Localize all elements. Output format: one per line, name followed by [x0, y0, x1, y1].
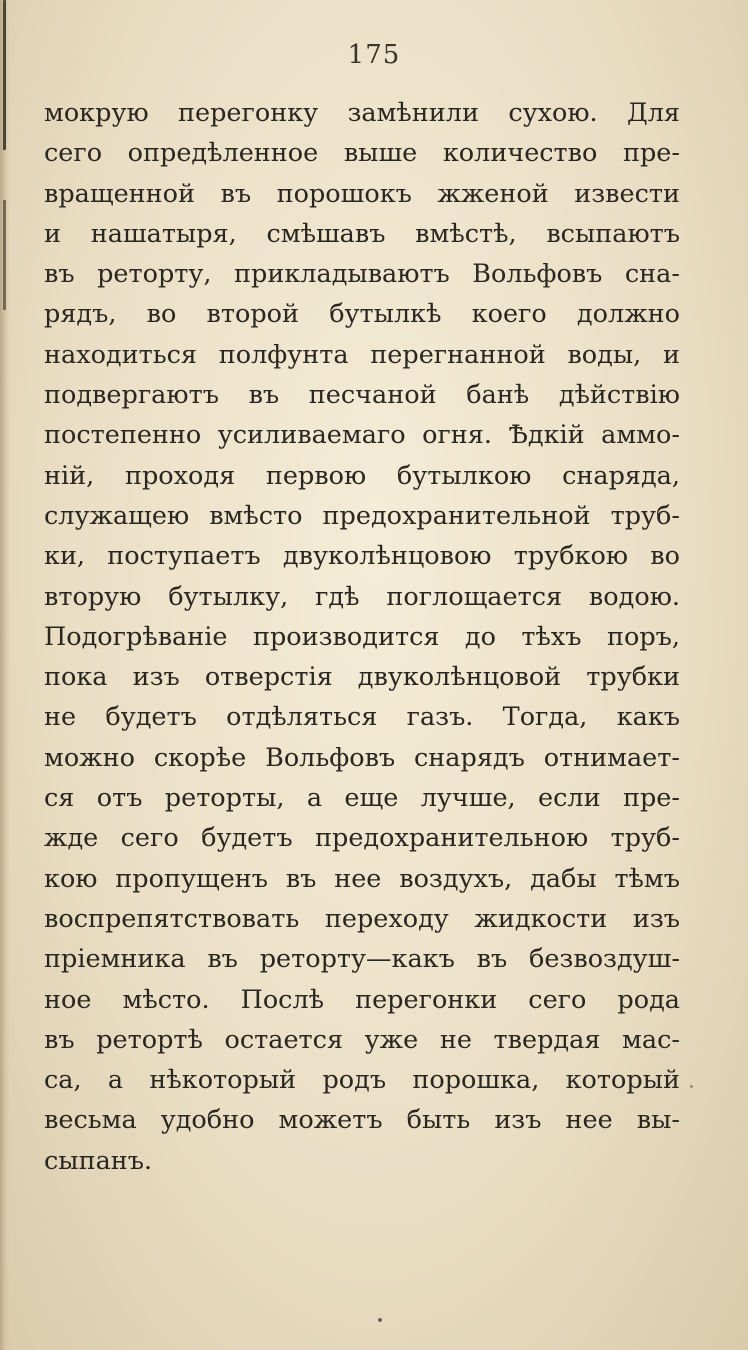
text-line: подвергаютъ въ песчаной банѣ дѣйствію — [44, 380, 680, 411]
text-line: ній, проходя первою бутылкою снаряда, — [44, 460, 680, 491]
text-line: сего опредѣленное выше количество пре- — [44, 138, 680, 169]
text-line: въ ретортѣ остается уже не твердая мас- — [44, 1024, 680, 1055]
text-line: находиться полфунта перегнанной воды, и — [44, 339, 680, 370]
body-text — [44, 93, 680, 1181]
text-line: весьма удобно можетъ быть изъ нее вы- — [44, 1105, 680, 1136]
text-line: постепенно усиливаемаго огня. Ѣдкій аммо- — [44, 420, 680, 451]
text-line: въ реторту, прикладываютъ Вольфовъ сна- — [44, 259, 680, 290]
text-line: ное мѣсто. Послѣ перегонки сего рода — [44, 984, 680, 1015]
text-line: Подогрѣваніе производится до тѣхъ поръ, — [44, 621, 680, 652]
text-line: рядъ, во второй бутылкѣ коего должно — [44, 299, 680, 330]
paper-speck — [690, 1085, 693, 1088]
text-line: и нашатыря, смѣшавъ вмѣстѣ, всыпаютъ — [44, 218, 680, 249]
text-line: пока изъ отверстія двуколѣнцовой трубки — [44, 662, 680, 693]
text-line: вторую бутылку, гдѣ поглощается водою. — [44, 581, 680, 612]
text-line: сыпанъ. — [44, 1145, 153, 1176]
text-line: не будетъ отдѣляться газъ. Тогда, какъ — [44, 702, 680, 733]
text-line: ки, поступаетъ двуколѣнцовою трубкою во — [44, 541, 680, 572]
text-line: можно скорѣе Вольфовъ снарядъ отнимает- — [44, 742, 680, 773]
paper-speck — [378, 1318, 382, 1322]
page-number: 175 — [347, 40, 401, 70]
gutter-mark — [3, 200, 6, 310]
text-line: вращенной въ порошокъ жженой извести — [44, 178, 680, 209]
text-line: мокрую перегонку замѣнили сухою. Для — [44, 98, 680, 128]
text-line: ся отъ реторты, а еще лучше, если пре- — [44, 783, 680, 814]
text-line: пріемника въ реторту—какъ въ безвоздуш- — [44, 944, 680, 975]
text-line: са, а нѣкоторый родъ порошка, который — [44, 1065, 680, 1096]
text-line: воспрепятствовать переходу жидкости изъ — [44, 903, 680, 934]
text-line: кою пропущенъ въ нее воздухъ, дабы тѣмъ — [44, 863, 680, 894]
text-line: служащею вмѣсто предохранительной труб- — [44, 500, 680, 531]
text-line: жде сего будетъ предохранительною труб- — [44, 823, 680, 854]
gutter-mark — [3, 0, 6, 150]
